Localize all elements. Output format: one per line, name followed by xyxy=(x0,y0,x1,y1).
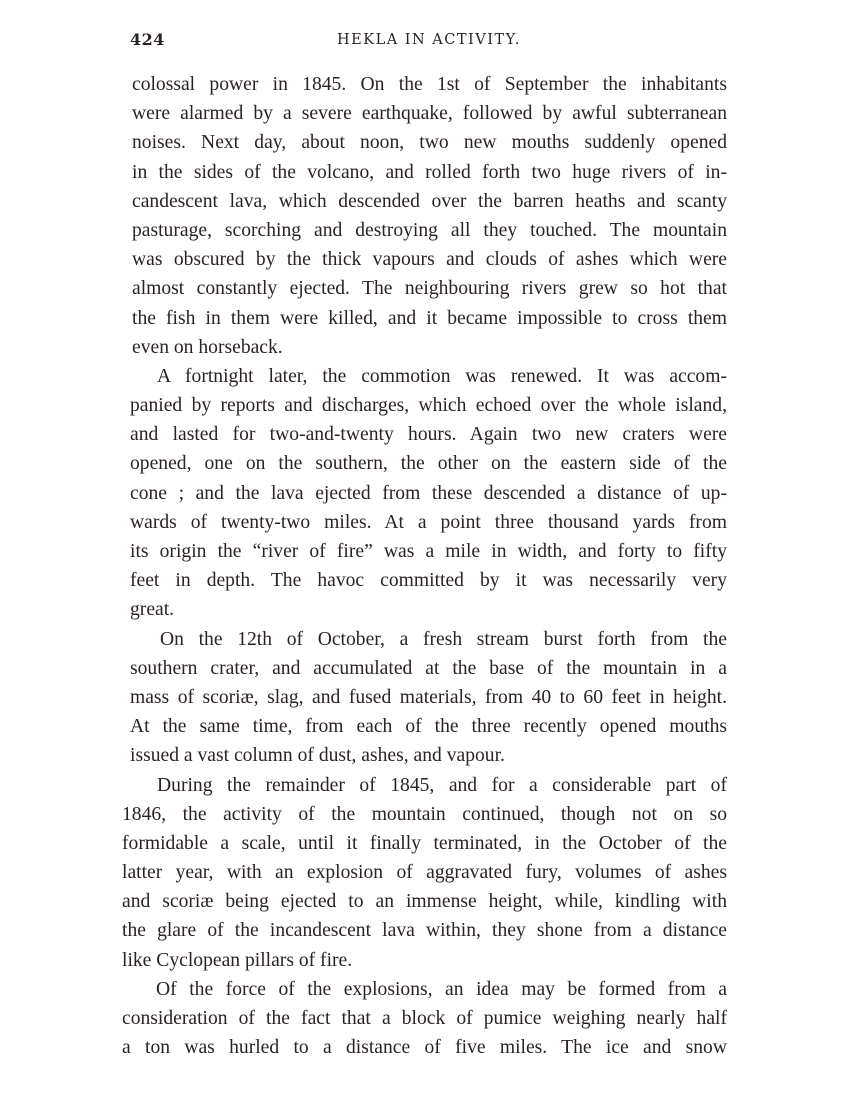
text-line: colossal power in 1845. On the 1st of September the inhabitants xyxy=(132,74,727,95)
text-line: the fish in them were killed, and it became impossible to cross them xyxy=(132,307,727,329)
text-line: southern crater, and accumulated at the base of the mountain in a xyxy=(130,657,727,679)
page-header xyxy=(130,30,728,56)
paragraph xyxy=(122,70,727,362)
paragraph xyxy=(122,362,727,625)
text-line: At the same time, from each of the three recently opened mouths xyxy=(130,716,727,738)
text-line: opened, one on the southern, the other on the eastern side of the xyxy=(130,453,727,475)
text-line: consideration of the fact that a block of pumice weighing nearly half xyxy=(122,1008,727,1029)
paragraph xyxy=(122,975,727,1063)
text-line: even on horseback. xyxy=(132,336,283,358)
text-line: During the remainder of 1845, and for a considerable part of xyxy=(157,774,727,796)
text-line: the glare of the incandescent lava within, they shone from a distance xyxy=(122,920,727,942)
body-text xyxy=(122,70,727,1062)
text-line: almost constantly ejected. The neighbouring rivers grew so hot that xyxy=(132,278,727,300)
paragraph xyxy=(122,771,727,975)
text-line: were alarmed by a severe earthquake, followed by awful subterranean xyxy=(132,103,727,125)
text-line: panied by reports and discharges, which echoed over the whole island, xyxy=(130,395,727,417)
text-line: A fortnight later, the commotion was renewed. It was accom- xyxy=(157,365,727,387)
text-line: issued a vast column of dust, ashes, and vapour. xyxy=(130,745,505,767)
text-line: candescent lava, which descended over the barren heaths and scanty xyxy=(132,190,727,212)
text-line: was obscured by the thick vapours and clouds of ashes which were xyxy=(132,249,727,271)
text-line: mass of scoriæ, slag, and fused materials, from 40 to 60 feet in height. xyxy=(130,686,727,708)
text-line: in the sides of the volcano, and rolled forth two huge rivers of in- xyxy=(132,161,727,183)
text-line: wards of twenty-two miles. At a point three thousand yards from xyxy=(130,511,727,533)
running-title: HEKLA IN ACTIVITY. xyxy=(337,32,521,48)
text-line: like Cyclopean pillars of fire. xyxy=(122,949,353,971)
text-line: cone ; and the lava ejected from these descended a distance of up- xyxy=(130,482,727,504)
text-line: a ton was hurled to a distance of five miles. The ice and snow xyxy=(122,1037,727,1059)
text-line: On the 12th of October, a fresh stream burst forth from the xyxy=(160,628,727,650)
text-line: and scoriæ being ejected to an immense height, while, kindling with xyxy=(122,891,727,913)
text-line: its origin the “river of fire” was a mile in width, and forty to fifty xyxy=(130,541,727,562)
text-line: pasturage, scorching and destroying all they touched. The mountain xyxy=(132,219,727,241)
text-line: noises. Next day, about noon, two new mouths suddenly opened xyxy=(132,132,727,154)
text-line: 1846, the activity of the mountain continued, though not on so xyxy=(122,803,727,825)
text-line: feet in depth. The havoc committed by it was necessarily very xyxy=(130,570,727,592)
text-line: great. xyxy=(130,599,175,621)
page-number: 424 xyxy=(130,30,165,49)
text-line: latter year, with an explosion of aggravated fury, volumes of ashes xyxy=(122,862,727,884)
paragraph xyxy=(122,625,727,771)
text-line: and lasted for two-and-twenty hours. Again two new craters were xyxy=(130,424,727,446)
text-line: formidable a scale, until it finally terminated, in the October of the xyxy=(122,832,727,854)
text-line: Of the force of the explosions, an idea may be formed from a xyxy=(156,978,727,1000)
